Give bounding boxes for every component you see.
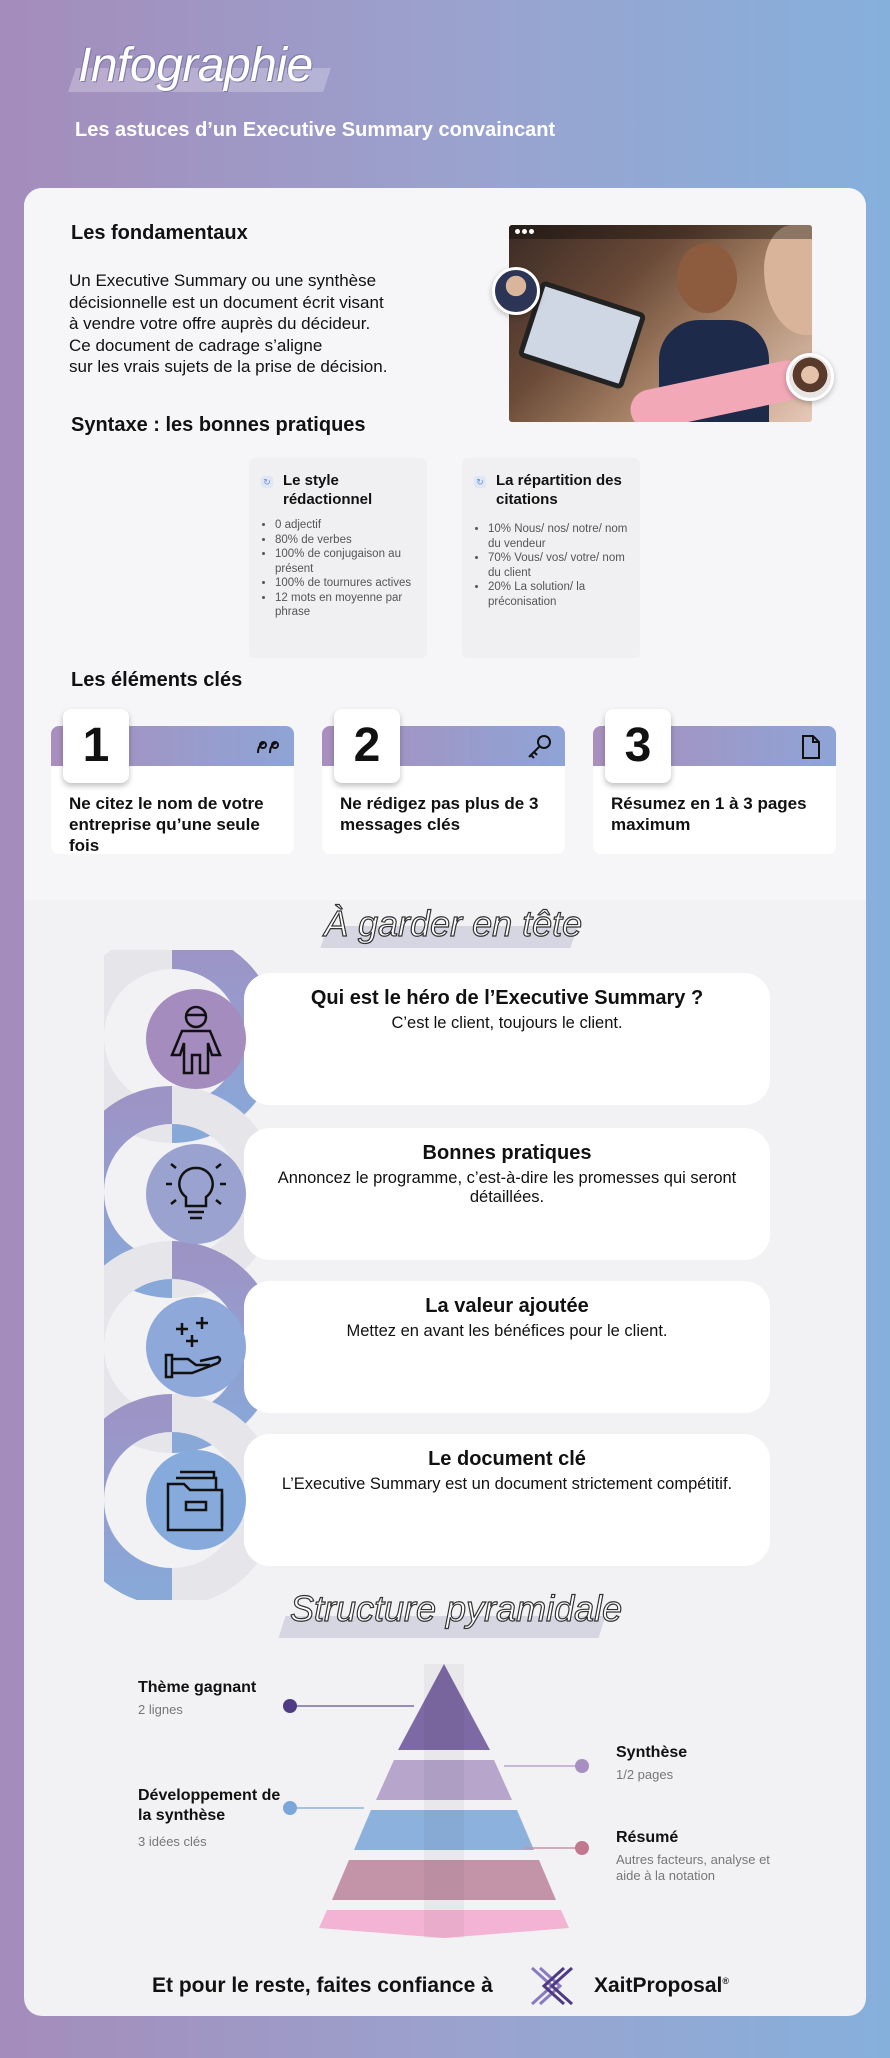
keep-in-mind-title: La valeur ajoutée bbox=[425, 1295, 589, 1317]
list-item: • 80% de verbes bbox=[275, 533, 423, 548]
pyramid-label: Résumé bbox=[616, 1829, 679, 1846]
fundamentals-heading: Les fondamentaux bbox=[71, 222, 248, 244]
keep-in-mind-heading: À garder en tête bbox=[324, 903, 583, 944]
list-item: • 12 mots en moyenne par phrase bbox=[275, 591, 423, 620]
xait-logo-icon bbox=[530, 1966, 574, 2006]
list-item: • 100% de conjugaison au présent bbox=[275, 547, 423, 576]
pyramid-label: Synthèse bbox=[616, 1744, 688, 1761]
list-item: • 100% de tournures actives bbox=[275, 576, 423, 591]
key-elements-heading: Les éléments clés bbox=[71, 669, 243, 691]
refresh-icon: ↻ bbox=[261, 476, 273, 488]
keep-in-mind-title: Bonnes pratiques bbox=[422, 1142, 592, 1164]
syntax-heading: Syntaxe : les bonnes pratiques bbox=[71, 414, 366, 436]
pyramid-heading: Structure pyramidale bbox=[290, 1588, 623, 1629]
pyramid-label: Développement de la synthèse bbox=[138, 1787, 281, 1824]
keep-in-mind-text: L’Executive Summary est un document strictement compétitif. bbox=[281, 1475, 733, 1493]
key-element-number: 1 bbox=[63, 709, 129, 783]
key-element-number: 2 bbox=[334, 709, 400, 783]
list-item: • 20% La solution/ la préconisation bbox=[488, 580, 636, 609]
list-item: • 10% Nous/ nos/ notre/ nom du vendeur bbox=[488, 522, 636, 551]
key-element-text: Ne citez le nom de votre entreprise qu’une seule fois bbox=[69, 794, 264, 855]
keep-in-mind-text: Mettez en avant les bénéfices pour le client. bbox=[346, 1322, 668, 1340]
keep-in-mind-text: Annoncez le programme, c’est-à-dire les promesses qui seront détaillées. bbox=[277, 1169, 737, 1206]
pyramid-sublabel: Autres facteurs, analyse et aide à la notation bbox=[616, 1852, 770, 1883]
syntax-card-title: La répartition des citations bbox=[496, 472, 622, 508]
keep-in-mind-text: C’est le client, toujours le client. bbox=[391, 1014, 623, 1032]
syntax-card-title: Le style rédactionnel bbox=[283, 472, 373, 508]
hero-subtitle: Les astuces d’un Executive Summary convaincant bbox=[75, 119, 556, 141]
hero-title: Infographie bbox=[78, 38, 313, 93]
list-item: • 70% Vous/ vos/ votre/ nom du client bbox=[488, 551, 636, 580]
pyramid-sublabel: 3 idées clés bbox=[138, 1834, 207, 1849]
refresh-icon: ↻ bbox=[474, 476, 486, 488]
main-card bbox=[24, 188, 866, 2016]
pyramid-label: Thème gagnant bbox=[138, 1679, 257, 1696]
key-element-number: 3 bbox=[605, 709, 671, 783]
list-item: • 0 adjectif bbox=[275, 518, 423, 533]
footer-text: Et pour le reste, faites confiance à bbox=[152, 1974, 493, 1997]
fundamentals-text: Un Executive Summary ou une synthèse décisionnelle est un document écrit visant à vendre votre offre auprès du décideur. Ce document de cadrage s’aligne sur les vrais sujets de la prise de décision. bbox=[69, 271, 388, 376]
keep-in-mind-title: Le document clé bbox=[428, 1448, 586, 1470]
key-element-text: Résumez en 1 à 3 pages maximum bbox=[611, 794, 807, 834]
key-element-text: Ne rédigez pas plus de 3 messages clés bbox=[340, 794, 539, 834]
pyramid-sublabel: 1/2 pages bbox=[616, 1767, 674, 1782]
brand-name: XaitProposal® bbox=[594, 1974, 730, 1997]
pyramid-connectors bbox=[24, 188, 866, 2016]
keep-in-mind-title: Qui est le héro de l’Executive Summary ? bbox=[310, 987, 704, 1009]
pyramid-sublabel: 2 lignes bbox=[138, 1702, 183, 1717]
